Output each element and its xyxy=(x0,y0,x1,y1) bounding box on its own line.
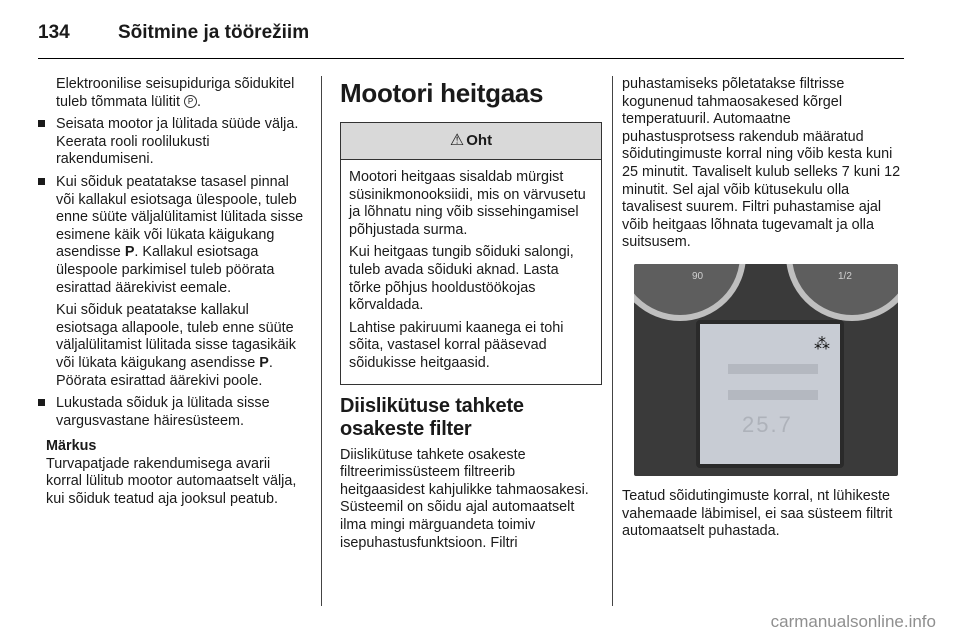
gauge-left-label: 90 xyxy=(692,270,704,282)
page-number: 134 xyxy=(38,22,70,43)
diesel-particulate-filter-icon: ⁂ xyxy=(814,335,830,353)
note-title: Märkus xyxy=(46,438,97,455)
display-segment xyxy=(728,364,818,374)
bullet-icon xyxy=(38,399,45,406)
bullet-icon xyxy=(38,120,45,127)
column-divider xyxy=(612,76,613,606)
section-heading: Mootori heitgaas xyxy=(340,78,544,108)
column-right xyxy=(622,76,904,546)
watermark: carmanualsonline.info xyxy=(770,612,936,631)
header-divider xyxy=(38,58,904,59)
intro-paragraph: Elektroonilise seisupiduriga sõidukitel tuleb tõmmata lülitit P . xyxy=(56,76,295,110)
warning-paragraph: Kui heitgaas tungib sõiduki salongi, tuleb avada sõiduki aknad. Lasta tõrke põhjus hooldustöökojas kõrvaldada. xyxy=(349,244,574,314)
warning-header: ⚠ Oht xyxy=(341,123,601,160)
list-item: Lukustada sõiduk ja lülitada sisse vargusvastane häiresüsteem. xyxy=(46,395,308,430)
warning-body xyxy=(341,160,601,384)
gauge-right-label: 1/2 xyxy=(838,270,852,282)
bullet-icon xyxy=(38,178,45,185)
column-divider xyxy=(321,76,322,606)
indent-paragraph: Kui sõiduk peatatakse kallakul esiotsaga allapoole, tuleb enne süüte väljalülitamist lülitada sisse tagasikäik või lükata käigukang asendisse P. Pöörata esirattad äärekivi poole. xyxy=(56,302,296,389)
info-display xyxy=(696,320,844,468)
note-text: Turvapatjade rakendumisega avarii korral lülitub mootor automaatselt välja, kui sõiduk teatud aja jooksul peatub. xyxy=(46,455,297,508)
body-paragraph: puhastamiseks põletatakse filtrisse kogunenud tahmaosakesed kõrgel temperatuuril. Automaatne puhastusprotsess rakendub määratud sõidutingimuste korral ning võib kesta kuni 25 minutit. Tavaliselt kulub selleks 7 kuni 12 minutit. Sel ajal võib kütusekulu olla tavalisest suurem. Filtri puhastamise ajal võib heitgaas lõhnata tugevamalt ja olla suitsusem. xyxy=(622,76,901,251)
warning-paragraph: Lahtise pakiruumi kaanega ei tohi sõita, vastasel korral pääsevad sõidukisse heitgaasid. xyxy=(349,319,564,371)
column-left xyxy=(46,76,308,514)
column-middle xyxy=(340,76,602,557)
chapter-title: Sõitmine ja töörežiim xyxy=(118,22,310,43)
parking-brake-switch-icon: P xyxy=(184,95,197,108)
instrument-cluster-image xyxy=(634,264,898,476)
warning-box xyxy=(340,122,602,385)
subsection-heading: Diislikütuse tahkete osakeste filter xyxy=(340,394,524,440)
list-item: Kui sõiduk peatatakse tasasel pinnal või kallakul esiotsaga ülespoole, tuleb enne süüte väljalülitamist lülitada sisse esimene käik või lükata käigukang asendisse P. Kallakul esiotsaga ülespoole parkimisel tuleb pöörata esirattad äärekivist eemale. xyxy=(46,174,308,297)
list-item: Seisata mootor ja lülitada süüde välja. Keerata rooli roolilukusti rakendumiseni. xyxy=(46,116,308,169)
body-paragraph: Diislikütuse tahkete osakeste filtreerimissüsteem filtreerib heitgaasidest kahjulikke tahmaosakesi. Süsteemil on sõidu ajal automaatselt ilma mingi märguandeta toimiv isepuhastusfunktsioon. Filtri xyxy=(340,446,589,551)
warning-paragraph: Mootori heitgaas sisaldab mürgist süsinikmonooksiidi, mis on värvusetu ja lõhnatu ning võib sissehingamisel põhjustada surma. xyxy=(349,169,586,238)
image-caption: Teatud sõidutingimuste korral, nt lühikeste vahemaade läbimisel, ei saa süsteem filtrit automaatselt puhastada. xyxy=(622,487,893,540)
gauge-left xyxy=(634,264,746,321)
page-header xyxy=(38,14,918,54)
warning-triangle-icon: ⚠ xyxy=(449,132,465,150)
display-number: 25.7 xyxy=(742,411,793,437)
display-segment xyxy=(728,390,818,400)
